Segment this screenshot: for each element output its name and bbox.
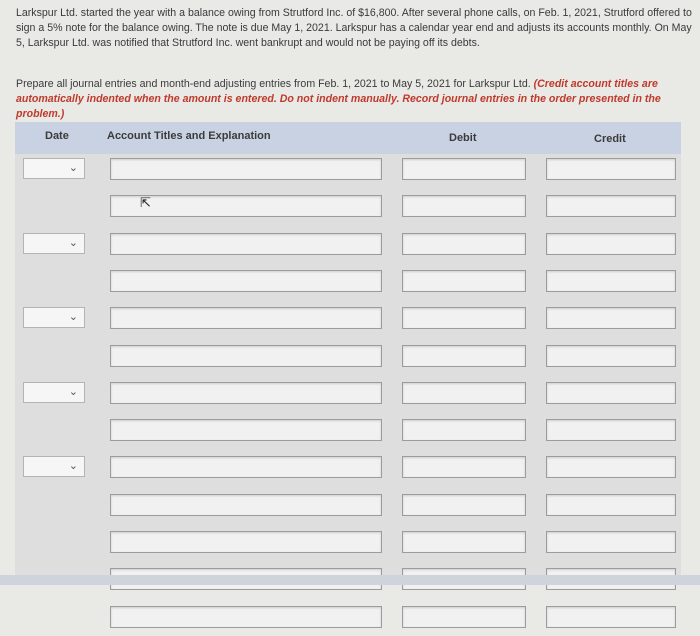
journal-row	[15, 270, 681, 300]
account-input[interactable]	[110, 307, 382, 329]
debit-input[interactable]	[402, 158, 526, 180]
account-input[interactable]	[110, 382, 382, 404]
debit-input[interactable]	[402, 270, 526, 292]
credit-input[interactable]	[546, 307, 676, 329]
header-credit: Credit	[594, 133, 626, 145]
credit-input[interactable]	[546, 270, 676, 292]
journal-row	[15, 494, 681, 524]
account-input[interactable]	[110, 456, 382, 478]
journal-row	[15, 307, 681, 337]
chevron-down-icon: ⌄	[68, 460, 78, 473]
account-input[interactable]	[110, 233, 382, 255]
date-select[interactable]	[23, 307, 85, 328]
credit-input[interactable]	[546, 158, 676, 180]
mouse-cursor-icon: ⇱	[140, 195, 151, 210]
header-date: Date	[45, 130, 69, 142]
header-account-titles: Account Titles and Explanation	[107, 130, 271, 142]
debit-input[interactable]	[402, 195, 526, 217]
credit-input[interactable]	[546, 345, 676, 367]
debit-input[interactable]	[402, 382, 526, 404]
credit-input[interactable]	[546, 233, 676, 255]
debit-input[interactable]	[402, 345, 526, 367]
date-select[interactable]	[23, 382, 85, 403]
journal-row	[15, 158, 681, 188]
chevron-down-icon: ⌄	[68, 311, 78, 324]
account-input[interactable]	[110, 606, 382, 628]
journal-entry-table	[15, 122, 681, 585]
header-debit: Debit	[449, 132, 477, 144]
account-input[interactable]	[110, 494, 382, 516]
account-input[interactable]	[110, 158, 382, 180]
date-select[interactable]	[23, 456, 85, 477]
instructions-main: Prepare all journal entries and month-end adjusting entries from Feb. 1, 2021 to May 5, 2021 for Larkspur Ltd.	[16, 78, 534, 90]
debit-input[interactable]	[402, 606, 526, 628]
journal-row	[15, 419, 681, 449]
credit-input[interactable]	[546, 195, 676, 217]
debit-input[interactable]	[402, 233, 526, 255]
journal-row	[15, 382, 681, 412]
instructions-note: (Credit account titles are automatically indented when the amount is entered. Do not indent manually. Record journal entries in the order presented in the problem.)	[16, 78, 661, 120]
date-select[interactable]	[23, 158, 85, 179]
date-select[interactable]	[23, 233, 85, 254]
debit-input[interactable]	[402, 456, 526, 478]
chevron-down-icon: ⌄	[68, 162, 78, 174]
journal-row	[15, 195, 681, 225]
credit-input[interactable]	[546, 419, 676, 441]
credit-input[interactable]	[546, 531, 676, 553]
credit-input[interactable]	[546, 456, 676, 478]
instructions	[16, 77, 692, 121]
journal-row	[15, 233, 681, 263]
credit-input[interactable]	[546, 494, 676, 516]
credit-input[interactable]	[546, 606, 676, 628]
problem-text: Larkspur Ltd. started the year with a balance owing from Strutford Inc. of $16,800. After several phone calls, on Feb. 1, 2021, Strutford offered to sign a 5% note for the balance owing. The note is due May 1, 2021. Larkspur has a calendar year end and adjusts its accounts monthly. On May 5, Larkspur Ltd. was notified that Strutford Inc. went bankrupt and would not be paying off its debts.	[16, 7, 692, 49]
debit-input[interactable]	[402, 419, 526, 441]
debit-input[interactable]	[402, 531, 526, 553]
account-input[interactable]	[110, 345, 382, 367]
credit-input[interactable]	[546, 382, 676, 404]
account-input[interactable]	[110, 531, 382, 553]
debit-input[interactable]	[402, 307, 526, 329]
journal-row	[15, 606, 681, 636]
chevron-down-icon: ⌄	[68, 236, 78, 249]
bottom-scrollbar[interactable]	[0, 575, 700, 585]
chevron-down-icon: ⌄	[68, 385, 78, 398]
debit-input[interactable]	[402, 494, 526, 516]
journal-row	[15, 345, 681, 375]
journal-row	[15, 456, 681, 486]
account-input[interactable]	[110, 270, 382, 292]
journal-row	[15, 531, 681, 561]
account-input[interactable]	[110, 419, 382, 441]
table-header	[15, 122, 681, 154]
